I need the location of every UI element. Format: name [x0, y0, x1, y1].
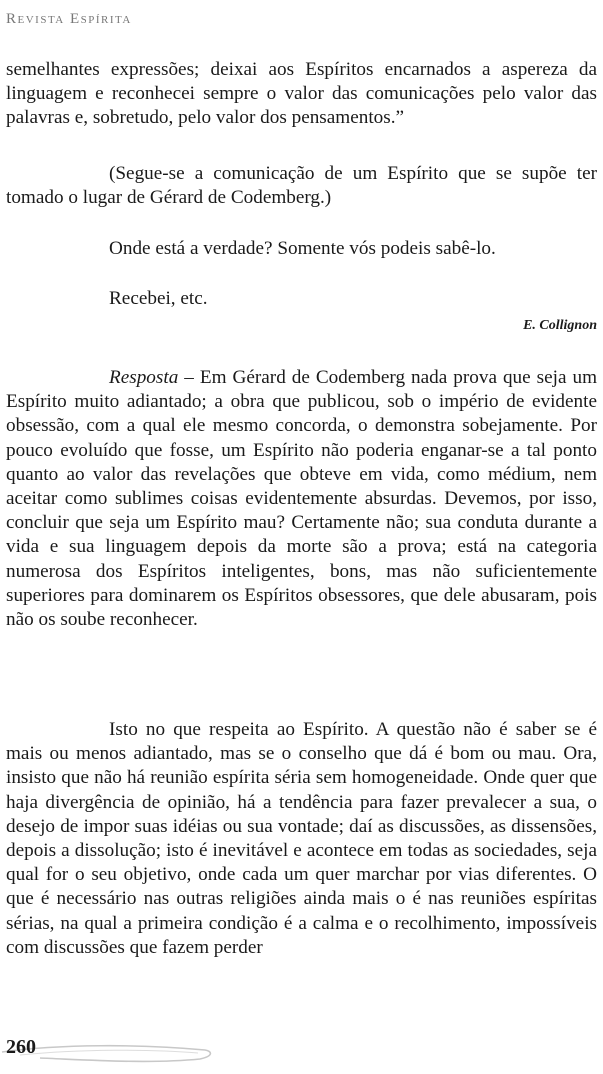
- paragraph-homogeneity: Isto no que respeita ao Espírito. A questão não é saber se é mais ou menos adiantado, mas se o conselho que dá é bom ou mau. Ora, insisto que não há reunião espírita séria sem homogeneidade. Onde quer que haja divergência de opinião, há a tendência para fazer prevalecer a sua, o desejo de impor suas idéias ou sua vontade; daí as discussões, as dissensões, depois a dissolução; isto é inevitável e acontece em todas as sociedades, seja qual for o seu objetivo, onde cada um quer marchar por vias diferentes. O que é necessário nas outras religiões ainda mais o é nas reuniões espíritas sérias, na qual a primeira condição é a calma e o recolhimento, impossíveis com discussões que fazem perder: [6, 719, 597, 958]
- paragraph-question: Onde está a verdade? Somente vós podeis sabê-lo.: [109, 238, 496, 259]
- running-head: Revista Espírita: [6, 11, 132, 27]
- paragraph-continuation: semelhantes expressões; deixai aos Espíritos encarnados a aspereza da linguagem e reconhecei sempre o valor das comunicações pelo valor das palavras e, sobretudo, pelo valor dos pensamentos.”: [6, 59, 597, 129]
- page-number: 260: [6, 1036, 36, 1058]
- response-text: – Em Gérard de Codemberg nada prova que seja um Espírito muito adiantado; a obra que publicou, sob o império de evidente obsessão, com a qual ele mesmo concorda, o demonstra sobejamente. Por pouco evoluído que fosse, um Espírito não poderia enganar-se a tal ponto quanto ao valor das revelações que obteve em vida, como médium, nem aceitar como sublimes coisas evidentemente absurdas. Devemos, por isso, concluir que seja um Espírito mau? Certamente não; sua conduta durante a vida e sua linguagem depois da morte são a prova; está na categoria numerosa dos Espíritos inteligentes, bons, mas não suficientemente superiores para dominarem os Espíritos obsessores, que dele abusaram, pois não os soube reconhecer.: [6, 367, 597, 631]
- response-label: Resposta: [109, 367, 179, 388]
- paragraph-response: [6, 366, 597, 632]
- paragraph-closing: Recebei, etc.: [109, 288, 208, 309]
- signature: E. Collignon: [523, 318, 597, 333]
- paragraph-editorial-note: (Segue-se a comunicação de um Espírito que se supõe ter tomado o lugar de Gérard de Codemberg.): [6, 163, 597, 209]
